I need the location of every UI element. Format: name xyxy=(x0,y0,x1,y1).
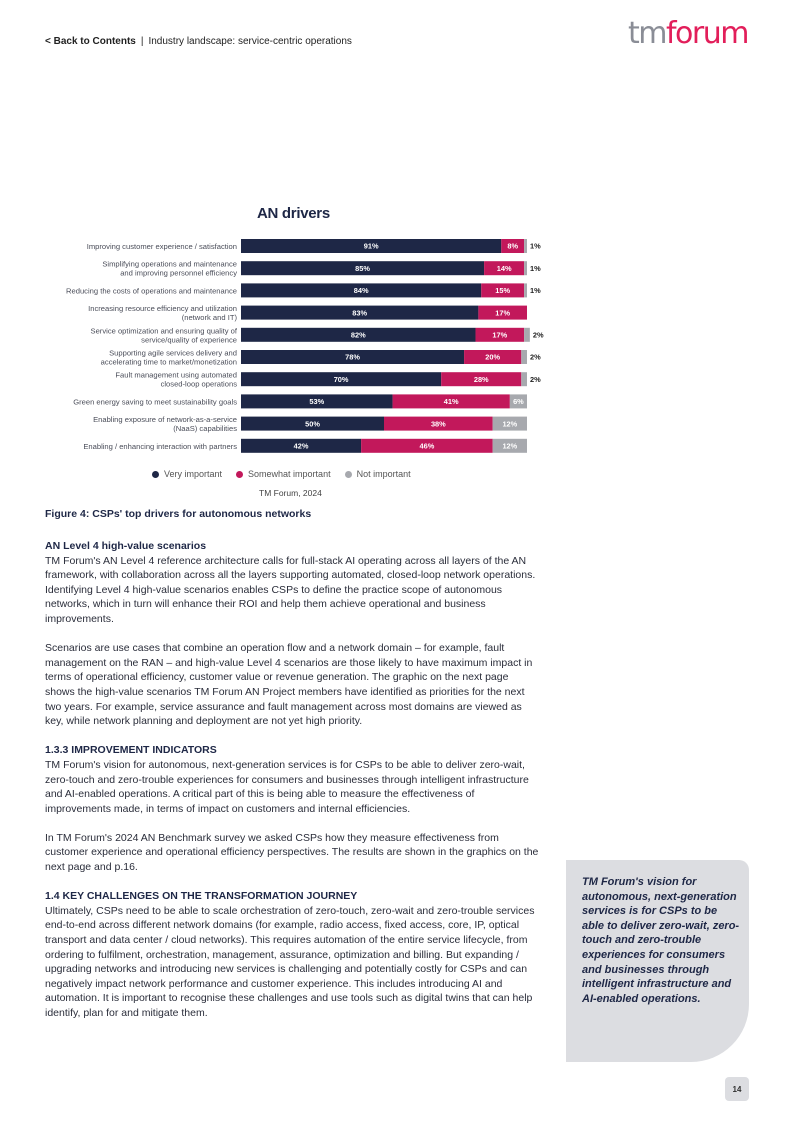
bar-not-important xyxy=(521,372,527,386)
bar-not-important xyxy=(524,328,530,342)
data-label: 41% xyxy=(443,397,459,407)
data-label: 2% xyxy=(532,330,544,340)
data-label: 6% xyxy=(513,397,524,407)
data-label: 12% xyxy=(502,441,518,451)
breadcrumb-separator: | xyxy=(140,36,144,47)
chart-source: TM Forum, 2024 xyxy=(259,488,322,498)
legend-swatch-not-important xyxy=(345,471,352,478)
data-label: 20% xyxy=(485,352,501,362)
legend-swatch-somewhat-important xyxy=(236,471,243,478)
data-label: 28% xyxy=(473,374,489,384)
chart-legend xyxy=(152,469,411,479)
paragraph: Scenarios are use cases that combine an operation flow and a network domain – for example, fault management on the RAN – and high-value Level 4 scenarios are those likely to have maximum impact in terms of operational efficiency, customer value or revenue generation. The graphic on the next page shows the high-value scenarios TM Forum AN Project members have identified as priorities for the next two years. For example, service assurance and fault management across most domains are viewed as key, while network planning and deployment are not yet high priority. xyxy=(45,642,533,728)
section-an-level-4 xyxy=(45,539,540,729)
data-label: 1% xyxy=(530,241,541,251)
category-label: Fault management using automated closed-loop operations xyxy=(115,370,237,389)
legend-label: Somewhat important xyxy=(248,469,331,479)
data-label: 14% xyxy=(496,263,512,273)
data-label: 53% xyxy=(309,397,325,407)
legend-swatch-very-important xyxy=(152,471,159,478)
paragraph: In TM Forum's 2024 AN Benchmark survey we asked CSPs how they measure effectiveness from customer experience and operational efficiency perspectives. The results are shown in the graphics on the next page and p.16. xyxy=(45,831,539,874)
data-label: 2% xyxy=(530,374,541,384)
legend-label: Not important xyxy=(356,469,411,479)
category-label: Improving customer experience / satisfaction xyxy=(86,242,237,251)
bar-not-important xyxy=(524,283,527,297)
data-label: 46% xyxy=(419,441,435,451)
section-heading: AN Level 4 high-value scenarios xyxy=(45,540,207,552)
page-number: 14 xyxy=(725,1077,749,1101)
legend-item-not-important xyxy=(345,469,411,479)
legend-item-somewhat-important xyxy=(236,469,331,479)
data-label: 17% xyxy=(492,330,508,340)
category-label: Enabling / enhancing interaction with partners xyxy=(83,441,237,451)
data-label: 42% xyxy=(293,441,309,451)
category-label: Supporting agile services delivery and accelerating time to market/monetization xyxy=(100,348,237,367)
body-text xyxy=(45,539,540,1035)
tm-forum-logo: tmforum xyxy=(628,16,748,51)
back-to-contents-link[interactable]: < Back to Contents xyxy=(45,36,136,47)
category-label: Simplifying operations and maintenance and improving personnel efficiency xyxy=(102,259,237,278)
data-label: 50% xyxy=(305,419,320,429)
bar-not-important xyxy=(524,261,527,275)
data-label: 38% xyxy=(430,419,446,429)
data-label: 85% xyxy=(355,263,370,273)
data-label: 82% xyxy=(350,330,366,340)
chart-title: AN drivers xyxy=(257,205,330,222)
bar-not-important xyxy=(524,239,527,253)
bar-not-important xyxy=(521,350,527,364)
an-drivers-chart xyxy=(0,0,793,470)
breadcrumb-section: Industry landscape: service-centric operations xyxy=(148,36,352,47)
category-label: Enabling exposure of network-as-a-service (NaaS) capabilities xyxy=(93,415,237,434)
section-key-challenges xyxy=(45,889,540,1020)
data-label: 91% xyxy=(363,241,379,251)
category-label: Increasing resource efficiency and utilization (network and IT) xyxy=(88,304,237,323)
paragraph: Ultimately, CSPs need to be able to scale orchestration of zero-touch, zero-wait and zero-trouble services end-to-end across different network domains (for example, radio access, fixed access, core, IP, optical transport and data center / cloud networks). This requires automation of the entire service lifecycle, from ordering to fulfilment, orchestration, management, assurance, optimization and billing. But expanding / upgrading networks and introducing new services is challenging and potentially costly for CSPs and can negatively impact network performance and customer experience. This includes introducing AI and automation. It is important to recognise these challenges and use tools such as digital twins that can help identify, plan for and mitigate them. xyxy=(45,904,535,1019)
category-label: Reducing the costs of operations and maintenance xyxy=(66,286,237,296)
category-label: Service optimization and ensuring quality of service/quality of experience xyxy=(90,326,237,345)
section-heading: 1.3.3 IMPROVEMENT INDICATORS xyxy=(45,744,217,757)
section-heading: 1.4 KEY CHALLENGES ON THE TRANSFORMATION JOURNEY xyxy=(45,890,358,903)
data-label: 70% xyxy=(333,374,349,384)
pull-quote-text: TM Forum's vision for autonomous, next-generation services is for CSPs to be able to deliver zero-wait, zero-touch and zero-trouble experiences for consumers and businesses through intelligent infrastructure and AI-enabled operations. xyxy=(582,876,740,1005)
data-label: 84% xyxy=(353,286,369,296)
figure-caption: Figure 4: CSPs' top drivers for autonomous networks xyxy=(45,508,312,520)
data-label: 1% xyxy=(530,263,541,273)
data-label: 78% xyxy=(345,352,360,362)
legend-item-very-important xyxy=(152,469,222,479)
data-label: 2% xyxy=(530,352,541,362)
category-label: Green energy saving to meet sustainability goals xyxy=(73,397,237,407)
data-label: 12% xyxy=(502,419,518,429)
paragraph: TM Forum's AN Level 4 reference architecture calls for full-stack AI operating across all layers of the AN framework, with collaboration across all the layers supporting automated, closed-loop network operations. Identifying Level 4 high-value scenarios enables CSPs to define the practice scope of autonomous networks, which in turn will enhance their ROI and help them achieve operational and business improvements. xyxy=(45,554,536,625)
data-label: 8% xyxy=(507,241,519,251)
legend-label: Very important xyxy=(164,469,223,479)
data-label: 17% xyxy=(495,308,511,318)
data-label: 15% xyxy=(495,286,511,296)
paragraph: TM Forum's vision for autonomous, next-generation services is for CSPs to be able to deliver zero-wait, zero-touch and zero-trouble experiences for consumers and businesses through intelligent infrastructure and AI-enabled operations. A critical part of this is being able to measure the effectiveness of improvements made, in terms of impact on customers and internal efficiencies. xyxy=(45,758,529,815)
data-label: 1% xyxy=(530,286,541,296)
section-improvement-indicators xyxy=(45,743,540,874)
data-label: 83% xyxy=(352,308,368,318)
